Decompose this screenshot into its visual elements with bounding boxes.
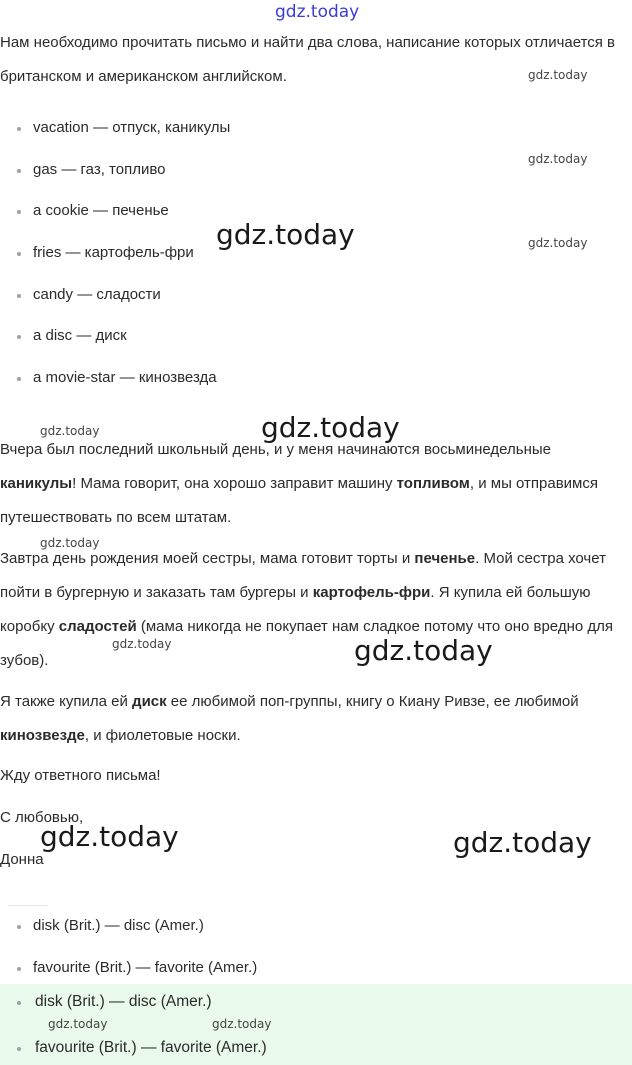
watermark: gdz.today <box>212 1017 272 1031</box>
watermark: gdz.today <box>528 152 588 166</box>
letter-paragraph-2: Завтра день рождения моей сестры, мама готовит торты и печенье. Мой сестра хочет пойти в бургерную и заказать там бургеры и картофель-фри. Я купила ей большую коробку сладостей (мама никогда не покупает нам сладкое потому что оно вредно для зубов). <box>0 550 613 669</box>
analysis-list <box>0 916 400 978</box>
watermark: gdz.today <box>40 424 100 438</box>
list-item: disk (Brit.) — disc (Amer.) <box>0 992 400 1012</box>
list-item: vacation — отпуск, каникулы <box>0 118 400 138</box>
list-item: favourite (Brit.) — favorite (Amer.) <box>0 958 400 978</box>
list-item: a disc — диск <box>0 326 400 346</box>
task-intro: Нам необходимо прочитать письмо и найти два слова, написание которых отличается в британском и американском английском. <box>0 34 616 85</box>
watermark: gdz.today <box>528 68 588 82</box>
list-item: a cookie — печенье <box>0 201 400 221</box>
watermark-top: gdz.today <box>275 2 360 22</box>
watermark: gdz.today <box>40 820 179 853</box>
watermark: gdz.today <box>354 634 493 667</box>
watermark: gdz.today <box>40 536 100 550</box>
watermark: gdz.today <box>453 826 592 859</box>
list-item: disk (Brit.) — disc (Amer.) <box>0 916 400 936</box>
watermark: gdz.today <box>112 637 172 651</box>
letter-paragraph-3: Я также купила ей диск ее любимой поп-группы, книгу о Киану Ривзе, ее любимой кинозвезде, и фиолетовые носки. <box>0 693 579 744</box>
list-item: a movie-star — кинозвезда <box>0 368 400 388</box>
vocab-list <box>0 118 400 388</box>
letter-signature: Донна <box>0 851 44 868</box>
list-item: candy — сладости <box>0 285 400 305</box>
letter-paragraph-1: Вчера был последний школьный день, и у меня начинаются восьминедельные каникулы! Мама говорит, она хорошо заправит машину топливом, и мы отправимся путешествовать по всем штатам. <box>0 441 598 526</box>
list-item: favourite (Brit.) — favorite (Amer.) <box>0 1038 400 1058</box>
watermark: gdz.today <box>216 218 355 251</box>
list-item: gas — газ, топливо <box>0 160 400 180</box>
watermark: gdz.today <box>528 236 588 250</box>
letter-signoff: С любовью, <box>0 809 84 826</box>
divider <box>8 905 48 906</box>
watermark: gdz.today <box>261 411 400 444</box>
list-item: fries — картофель-фри <box>0 243 400 263</box>
letter-closing: Жду ответного письма! <box>0 767 161 784</box>
watermark: gdz.today <box>48 1017 108 1031</box>
